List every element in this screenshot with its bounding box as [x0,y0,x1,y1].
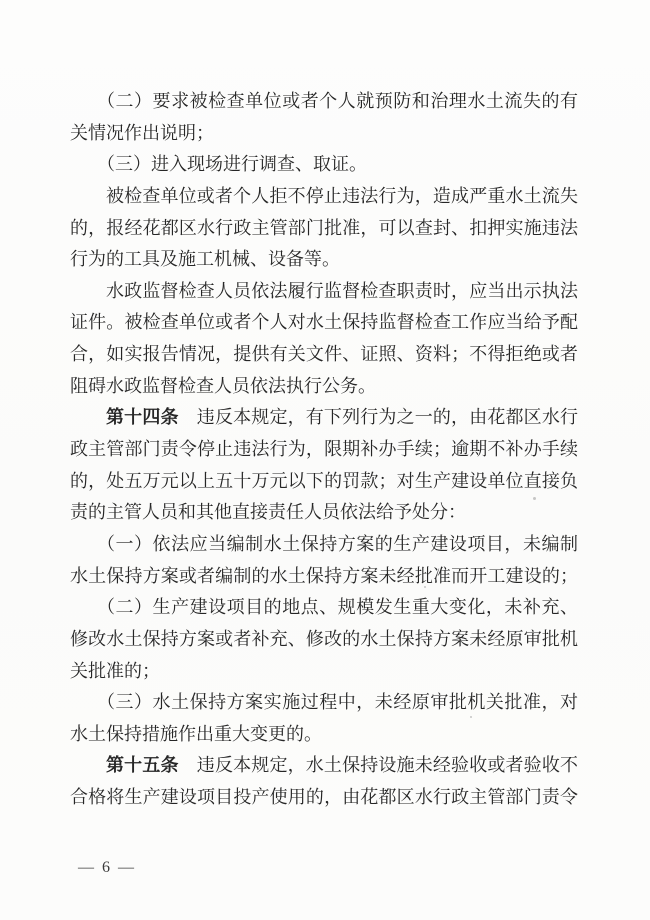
text-line: （二）生产建设项目的地点、规模发生重大变化，未补充、 [97,597,578,618]
article-number: 第十五条 [106,755,179,776]
text-line: （三）进入现场进行调查、取证。 [97,154,367,175]
text-line: 修改水土保持方案或者补充、修改的水土保持方案未经原审批机 [70,628,578,649]
text-line: 第十四条 违反本规定，有下列行为之一的，由花都区水行 [106,407,578,428]
text-line: 政主管部门责令停止违法行为，限期补办手续；逾期不补办手续 [70,439,578,460]
article-number: 第十四条 [106,407,179,428]
text-line: 阻碍水政监督检查人员依法执行公务。 [70,375,376,396]
text-line: 行为的工具及施工机械、设备等。 [70,249,340,270]
text-line: 水土保持方案或者编制的水土保持方案未经批准而开工建设的； [70,565,578,586]
text-line: 的，处五万元以上五十万元以下的罚款；对生产建设单位直接负 [70,470,578,491]
page-number: — 6 — [78,859,136,876]
scan-speckle [424,586,426,588]
text-line: 水政监督检查人员依法履行监督检查职责时，应当出示执法 [106,280,578,301]
text-line: 关批准的； [70,660,160,681]
text-line: 证件。被检查单位或者个人对水土保持监督检查工作应当给予配 [70,312,578,333]
text-line: （一）依法应当编制水土保持方案的生产建设项目，未编制 [97,533,578,554]
document-body [70,86,578,814]
text-line: 合格将生产建设项目投产使用的，由花都区水行政主管部门责令 [70,787,578,808]
text-line: 水土保持措施作出重大变更的。 [70,723,322,744]
text-line: （二）要求被检查单位或者个人就预防和治理水土流失的有 [97,91,578,111]
text-line: （三）水土保持方案实施过程中，未经原审批机关批准，对 [97,692,578,713]
scan-speckle [470,716,472,718]
text-line: 责的主管人员和其他直接责任人员依法给予处分： [70,502,466,523]
scan-speckle [533,497,536,500]
text-line: 的，报经花都区水行政主管部门批准，可以查封、扣押实施违法 [70,217,578,238]
text-line: 合，如实报告情况，提供有关文件、证照、资料；不得拒绝或者 [70,344,578,365]
text-line: 关情况作出说明； [70,122,214,143]
text-line: 第十五条 违反本规定，水土保持设施未经验收或者验收不 [106,755,578,776]
text-line: 被检查单位或者个人拒不停止违法行为，造成严重水土流失 [106,185,578,206]
